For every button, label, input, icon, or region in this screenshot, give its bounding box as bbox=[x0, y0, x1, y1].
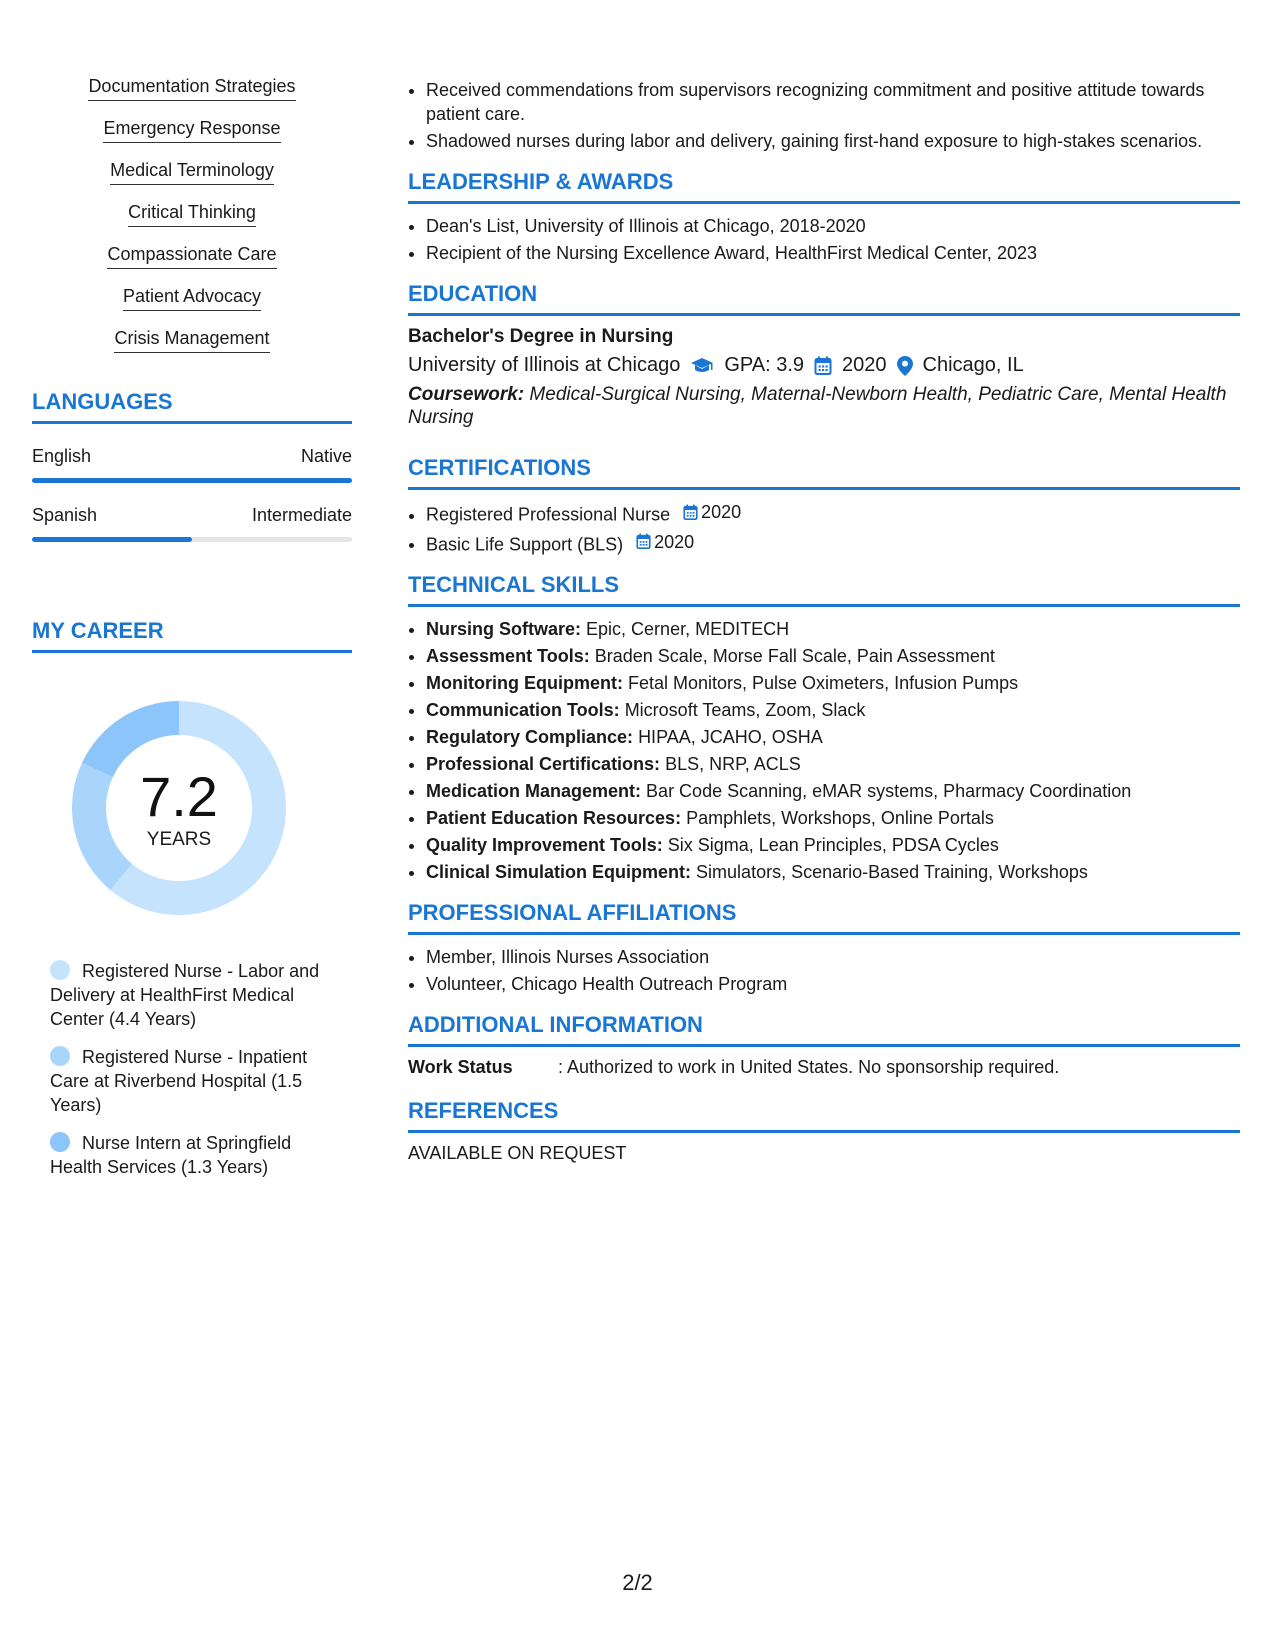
skill-item: Critical Thinking bbox=[32, 202, 352, 227]
career-title: MY CAREER bbox=[32, 618, 352, 653]
skill-item: Patient Advocacy bbox=[32, 286, 352, 311]
proficiency-bar bbox=[32, 478, 352, 483]
affiliations-section bbox=[408, 900, 1240, 996]
language-name: Spanish bbox=[32, 505, 98, 525]
right-column bbox=[408, 78, 1240, 1164]
graduation-cap-icon bbox=[690, 357, 714, 375]
list-item: • Communication Tools: Microsoft Teams, Zoom, Slack bbox=[426, 698, 1240, 722]
language-level: Native bbox=[300, 446, 352, 466]
education-section bbox=[408, 281, 1240, 429]
coursework: Coursework: Medical-Surgical Nursing, Maternal-Newborn Health, Pediatric Care, Mental Health Nursing bbox=[408, 384, 1227, 428]
list-item: • Basic Life Support (BLS) 2020 bbox=[426, 530, 1240, 557]
work-status-label: Work Status bbox=[408, 1057, 513, 1077]
location-pin-icon bbox=[897, 356, 913, 376]
skill-item: Emergency Response bbox=[32, 118, 352, 143]
proficiency-fill bbox=[32, 478, 352, 483]
list-item: • Dean's List, University of Illinois at Chicago, 2018-2020 bbox=[426, 214, 1240, 238]
list-item: • Registered Professional Nurse 2020 bbox=[426, 500, 1240, 527]
list-item: • Volunteer, Chicago Health Outreach Program bbox=[426, 972, 1240, 996]
technical-skills-section bbox=[408, 572, 1240, 884]
career-unit: YEARS bbox=[146, 829, 212, 850]
left-column bbox=[32, 76, 352, 1193]
calendar-icon bbox=[814, 356, 832, 376]
skill-item: Documentation Strategies bbox=[32, 76, 352, 101]
calendar-icon bbox=[636, 533, 651, 550]
school-name: University of Illinois at Chicago bbox=[408, 354, 681, 376]
leadership-section bbox=[408, 169, 1240, 265]
page-number: 2/2 bbox=[622, 1570, 653, 1595]
career-legend-item: Registered Nurse - Inpatient Care at Riverbend Hospital (1.5 Years) bbox=[50, 1047, 308, 1115]
certifications-title: CERTIFICATIONS bbox=[408, 455, 1240, 490]
degree: Bachelor's Degree in Nursing bbox=[408, 326, 674, 347]
certifications-section bbox=[408, 455, 1240, 556]
experience-bullets bbox=[408, 78, 1240, 153]
list-item: • Regulatory Compliance: HIPAA, JCAHO, OSHA bbox=[426, 725, 1240, 749]
skill-item: Crisis Management bbox=[32, 328, 352, 353]
languages-section bbox=[32, 389, 352, 542]
list-item: • Quality Improvement Tools: Six Sigma, Lean Principles, PDSA Cycles bbox=[426, 833, 1240, 857]
school-location: Chicago, IL bbox=[922, 354, 1024, 376]
career-total: 7.2 bbox=[140, 765, 218, 828]
work-status-value: : Authorized to work in United States. No sponsorship required. bbox=[558, 1057, 1060, 1077]
list-item: • Nursing Software: Epic, Cerner, MEDITECH bbox=[426, 617, 1240, 641]
affiliations-title: PROFESSIONAL AFFILIATIONS bbox=[408, 900, 1240, 935]
career-legend-item: Nurse Intern at Springfield Health Services (1.3 Years) bbox=[50, 1133, 292, 1177]
proficiency-bar bbox=[32, 537, 352, 542]
technical-skills-title: TECHNICAL SKILLS bbox=[408, 572, 1240, 607]
languages-title: LANGUAGES bbox=[32, 389, 352, 424]
skills-list bbox=[32, 76, 352, 353]
skill-item: Medical Terminology bbox=[32, 160, 352, 185]
career-legend bbox=[50, 959, 340, 1179]
legend-dot bbox=[50, 1046, 70, 1066]
references-text: AVAILABLE ON REQUEST bbox=[408, 1143, 627, 1163]
calendar-icon bbox=[683, 504, 698, 521]
career-section bbox=[32, 618, 352, 1179]
additional-info-section bbox=[408, 1012, 1240, 1078]
list-item: • Shadowed nurses during labor and delivery, gaining first-hand exposure to high-stakes scenarios. bbox=[426, 129, 1240, 153]
list-item: • Assessment Tools: Braden Scale, Morse Fall Scale, Pain Assessment bbox=[426, 644, 1240, 668]
references-title: REFERENCES bbox=[408, 1098, 1240, 1133]
language-level: Intermediate bbox=[251, 505, 352, 525]
legend-dot bbox=[50, 1132, 70, 1152]
list-item: • Medication Management: Bar Code Scanning, eMAR systems, Pharmacy Coordination bbox=[426, 779, 1240, 803]
references-section bbox=[408, 1098, 1240, 1164]
career-donut-chart bbox=[66, 695, 292, 921]
language-item bbox=[32, 446, 352, 483]
list-item: • Received commendations from supervisors recognizing commitment and positive attitude towards patient care. bbox=[426, 78, 1240, 126]
language-name: English bbox=[32, 446, 92, 466]
skill-item: Compassionate Care bbox=[32, 244, 352, 269]
list-item: • Member, Illinois Nurses Association bbox=[426, 945, 1240, 969]
graduation-year: 2020 bbox=[842, 354, 887, 376]
list-item: • Recipient of the Nursing Excellence Award, HealthFirst Medical Center, 2023 bbox=[426, 241, 1240, 265]
proficiency-fill bbox=[32, 537, 192, 542]
language-item bbox=[32, 505, 352, 542]
list-item: • Clinical Simulation Equipment: Simulators, Scenario-Based Training, Workshops bbox=[426, 860, 1240, 884]
career-legend-item: Registered Nurse - Labor and Delivery at HealthFirst Medical Center (4.4 Years) bbox=[50, 961, 320, 1029]
additional-info-title: ADDITIONAL INFORMATION bbox=[408, 1012, 1240, 1047]
list-item: • Monitoring Equipment: Fetal Monitors, Pulse Oximeters, Infusion Pumps bbox=[426, 671, 1240, 695]
list-item: • Patient Education Resources: Pamphlets, Workshops, Online Portals bbox=[426, 806, 1240, 830]
leadership-title: LEADERSHIP & AWARDS bbox=[408, 169, 1240, 204]
education-title: EDUCATION bbox=[408, 281, 1240, 316]
list-item: • Professional Certifications: BLS, NRP, ACLS bbox=[426, 752, 1240, 776]
gpa: GPA: 3.9 bbox=[724, 354, 805, 376]
legend-dot bbox=[50, 960, 70, 980]
